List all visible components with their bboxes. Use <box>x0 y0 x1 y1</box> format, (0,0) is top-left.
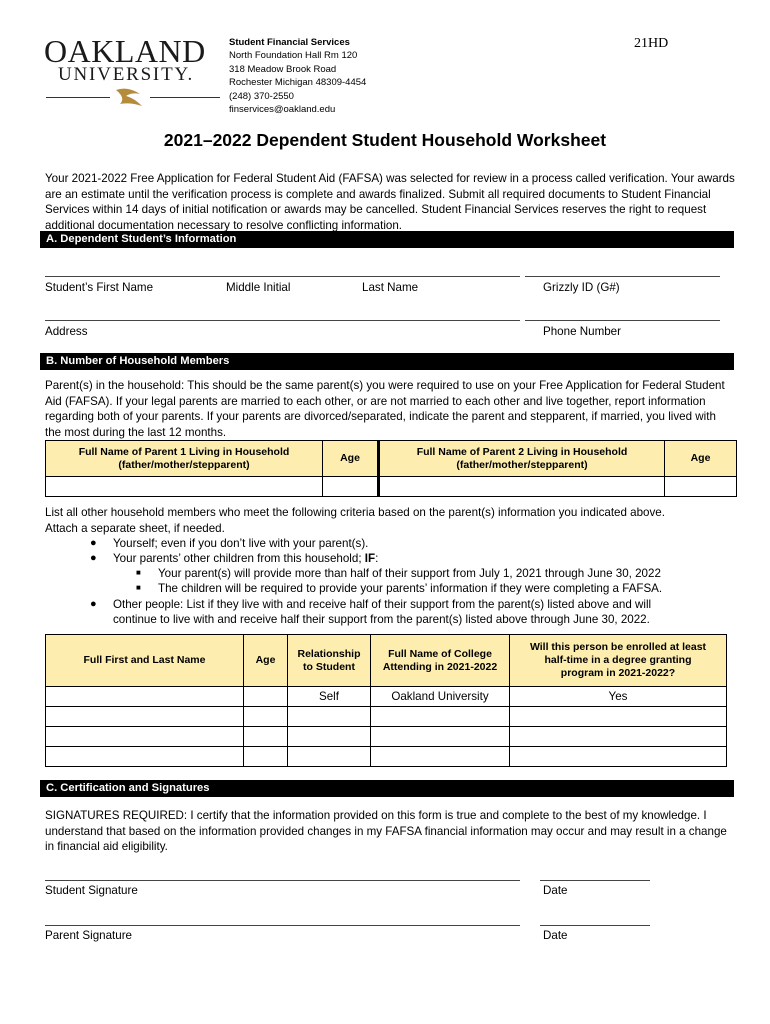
table-row <box>46 747 727 767</box>
member-enrollment-cell[interactable] <box>510 707 727 727</box>
parent-signature-label: Parent Signature <box>45 929 133 942</box>
member-relationship-cell[interactable] <box>288 707 371 727</box>
member-age-cell[interactable] <box>244 707 288 727</box>
member-name-cell[interactable] <box>46 727 244 747</box>
bullet-dot: ● <box>90 537 97 549</box>
section-a-heading: A. Dependent Student’s Information <box>40 231 734 248</box>
office-address-line-1: North Foundation Hall Rm 120 <box>229 50 358 62</box>
page-title: 2021–2022 Dependent Student Household Worksheet <box>163 130 607 150</box>
member-name-cell[interactable] <box>46 747 244 767</box>
form-code: 21HD <box>634 36 669 51</box>
office-address-line-3: Rochester Michigan 48309-4454 <box>229 77 367 89</box>
oakland-university-logo <box>44 34 222 110</box>
parent2-name-header: Full Name of Parent 2 Living in Household (father/mother/stepparent) <box>379 441 665 477</box>
parent1-name-cell[interactable] <box>46 477 323 497</box>
logo-rule-left <box>46 97 110 98</box>
parent2-name-cell[interactable] <box>379 477 665 497</box>
office-address-line-2: 318 Meadow Brook Road <box>229 63 337 75</box>
student-signature-label: Student Signature <box>45 884 138 897</box>
parents-instructions: Parent(s) in the household: This should be the same parent(s) you were required to use on your Free Application for Federal Student Aid (FAFSA). If your legal parents are married to each other, or are not married to each other and live together, report information regarding both of your parents. If your parents are divorced/separated, indicate the parent and stepparent, if married, you lived with the most during the last 12 months. <box>45 379 725 439</box>
member-relationship-cell[interactable] <box>288 747 371 767</box>
table-row <box>46 707 727 727</box>
table-row <box>46 687 727 707</box>
student-date-line[interactable] <box>540 880 650 881</box>
grizzly-id-label: Grizzly ID (G#) <box>543 281 620 294</box>
member-age-cell[interactable] <box>244 727 288 747</box>
office-email: finservices@oakland.edu <box>229 104 336 116</box>
member-college-cell[interactable] <box>371 747 510 767</box>
parent-date-line[interactable] <box>540 925 650 926</box>
member-name-cell[interactable] <box>46 687 244 707</box>
grizzly-claw-icon <box>114 84 146 110</box>
address-line[interactable] <box>45 320 520 321</box>
first-name-label: Student’s First Name <box>45 281 154 294</box>
parent-signature-line[interactable] <box>45 925 520 926</box>
table-row <box>46 727 727 747</box>
sub-bullet-fafsa: The children will be required to provide your parents’ information if they were completing a FAFSA. <box>158 582 663 595</box>
sub-bullet-square: ■ <box>136 583 141 592</box>
intro-paragraph: Your 2021-2022 Free Application for Federal Student Aid (FAFSA) was selected for review in a process called verification. Your awards are an estimate until the verification process is complete and awards finalized. Submit all required documents to Student Financial Services within 14 days of initial notification or awards may be cancelled. Student Financial Services reserves the right to request additional documentation necessary to resolve conflicting information. <box>45 172 735 232</box>
student-name-line[interactable] <box>45 276 520 277</box>
member-college-cell[interactable] <box>371 707 510 727</box>
member-enrollment-header: Will this person be enrolled at least half-time in a degree granting program in 2021-2022? <box>510 635 727 687</box>
member-college-header: Full Name of College Attending in 2021-2022 <box>371 635 510 687</box>
household-members-table <box>45 634 727 767</box>
certification-text: SIGNATURES REQUIRED: I certify that the information provided on this form is true and complete to the best of my knowledge. I understand that based on the information provided changes in my FAFSA financial information may occur and may result in a change in financial aid eligibility. <box>45 809 727 853</box>
parent-date-label: Date <box>543 929 568 942</box>
member-age-cell[interactable] <box>244 687 288 707</box>
member-college-cell[interactable] <box>371 727 510 747</box>
office-phone: (248) 370-2550 <box>229 90 294 102</box>
member-relationship-cell[interactable]: Self <box>288 687 371 707</box>
member-enrollment-cell[interactable] <box>510 747 727 767</box>
bullet-other-children: Your parents’ other children from this household; IF: <box>113 552 379 565</box>
member-age-header: Age <box>244 635 288 687</box>
member-age-cell[interactable] <box>244 747 288 767</box>
member-college-cell[interactable]: Oakland University <box>371 687 510 707</box>
student-date-label: Date <box>543 884 568 897</box>
member-name-header: Full First and Last Name <box>46 635 244 687</box>
phone-line[interactable] <box>525 320 720 321</box>
logo-wordmark-oakland: OAKLAND <box>44 33 206 69</box>
parent2-age-header: Age <box>665 441 737 477</box>
grizzly-id-line[interactable] <box>525 276 720 277</box>
address-label: Address <box>45 325 88 338</box>
member-relationship-cell[interactable] <box>288 727 371 747</box>
section-b-heading: B. Number of Household Members <box>40 353 734 370</box>
member-enrollment-cell[interactable]: Yes <box>510 687 727 707</box>
office-address-block <box>229 36 366 116</box>
phone-label: Phone Number <box>543 325 621 338</box>
household-instructions: List all other household members who meet the following criteria based on the parent(s) information you indicated above. Attach a separate sheet, if needed. <box>45 506 665 535</box>
member-relationship-header: Relationship to Student <box>288 635 371 687</box>
bullet-other-people: Other people: List if they live with and receive half of their support from the parent(s) listed above and will <box>113 598 652 611</box>
student-signature-line[interactable] <box>45 880 520 881</box>
member-enrollment-cell[interactable] <box>510 727 727 747</box>
member-name-cell[interactable] <box>46 707 244 727</box>
last-name-label: Last Name <box>362 281 419 294</box>
bullet-other-people-cont: continue to live with and receive half their support from the parent(s) listed above through June 30, 2022. <box>113 613 650 626</box>
bullet-dot: ● <box>90 598 97 610</box>
section-c-heading: C. Certification and Signatures <box>40 780 734 797</box>
parent1-name-header: Full Name of Parent 1 Living in Household (father/mother/stepparent) <box>46 441 323 477</box>
bullet-dot: ● <box>90 552 97 564</box>
office-name: Student Financial Services <box>229 37 350 48</box>
bullet-yourself: Yourself; even if you don’t live with your parent(s). <box>113 537 369 550</box>
logo-wordmark-university: UNIVERSITY. <box>58 64 195 85</box>
sub-bullet-square: ■ <box>136 568 141 577</box>
logo-rule-right <box>150 97 220 98</box>
sub-bullet-support: Your parent(s) will provide more than half of their support from July 1, 2021 through June 30, 2022 <box>158 567 661 580</box>
middle-initial-label: Middle Initial <box>226 281 291 294</box>
parent1-age-header: Age <box>323 441 379 477</box>
parent1-age-cell[interactable] <box>323 477 379 497</box>
parent2-age-cell[interactable] <box>665 477 737 497</box>
parent-table <box>45 440 737 497</box>
